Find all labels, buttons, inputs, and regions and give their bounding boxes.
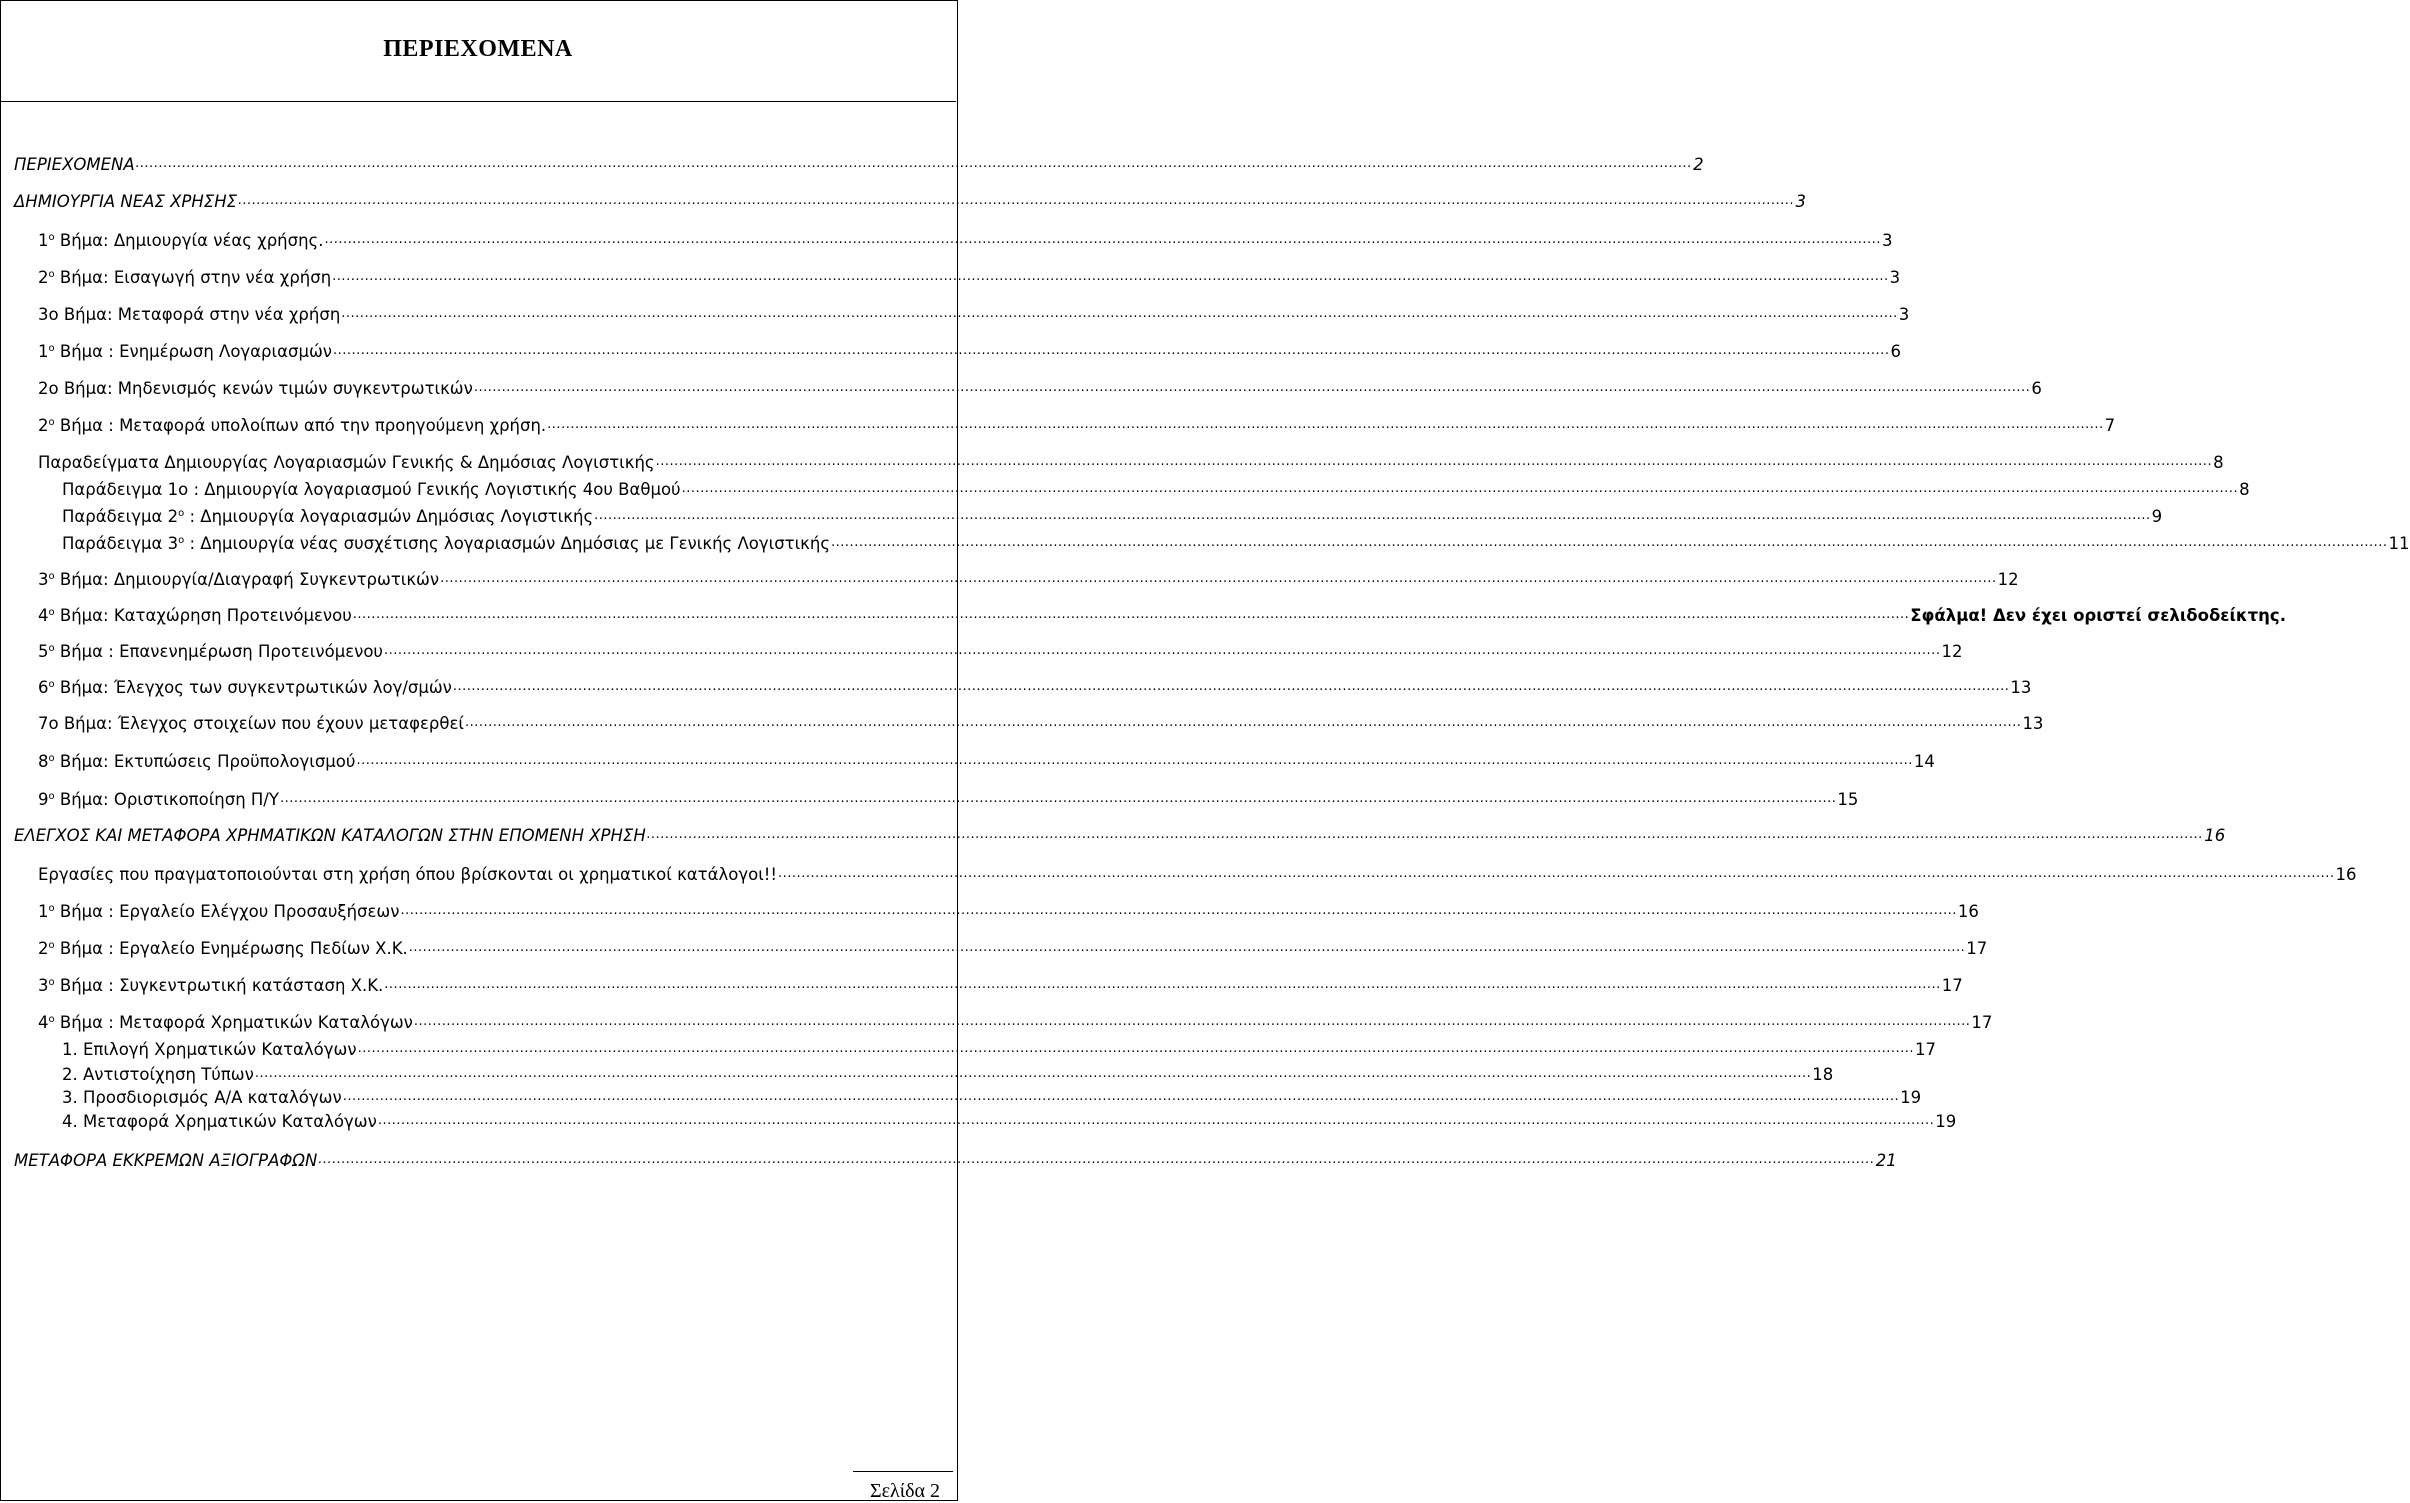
page-number-footer: Σελίδα 2 (869, 1480, 940, 1502)
toc-entry-title: 4. Μεταφορά Χρηματικών Καταλόγων (62, 1112, 377, 1131)
toc-leader-dots: ................................................................................................................................................................................................................................................................................................................................................ (279, 791, 1837, 806)
toc-entry[interactable] (38, 752, 1935, 772)
toc-entry-page: 3 (1889, 268, 1901, 287)
toc-leader-dots: ................................................................................................................................................................................................................................................................................................................................................ (332, 269, 1889, 284)
toc-entry-page: 17 (1915, 1040, 1937, 1059)
toc-leader-dots: ................................................................................................................................................................................................................................................................................................................................................ (332, 343, 1890, 358)
toc-leader-dots: ................................................................................................................................................................................................................................................................................................................................................ (594, 508, 2151, 523)
toc-entry-title: $2^o$ Βήμα: Εισαγωγή στην νέα χρήση (38, 268, 332, 287)
toc-leader-dots: ................................................................................................................................................................................................................................................................................................................................................ (452, 679, 2010, 694)
toc-entry-title: 1. Επιλογή Χρηματικών Καταλόγων (62, 1040, 357, 1059)
toc-entry-title: $9^o$ Βήμα: Οριστικοποίηση Π/Υ (38, 790, 279, 809)
toc-entry-page: 19 (1935, 1112, 1957, 1131)
toc-leader-dots: ................................................................................................................................................................................................................................................................................................................................................ (254, 1066, 1812, 1081)
toc-entry[interactable] (38, 570, 2019, 590)
toc-entry[interactable] (62, 1065, 1834, 1085)
toc-leader-dots: ................................................................................................................................................................................................................................................................................................................................................ (324, 232, 1881, 247)
toc-entry[interactable] (14, 155, 1704, 175)
toc-entry-title: $4^o$ Βήμα: Καταχώρηση Προτεινόμενου (38, 606, 352, 625)
toc-entry[interactable] (62, 507, 2163, 527)
page-title: ΠΕΡΙΕΧΟΜΕΝΑ (383, 36, 573, 62)
toc-entry[interactable] (62, 534, 2410, 554)
toc-entry-page: 9 (2151, 507, 2163, 526)
toc-entry-page: 6 (1890, 342, 1901, 361)
toc-leader-dots: ................................................................................................................................................................................................................................................................................................................................................ (778, 866, 2335, 881)
toc-entry-page: 17 (1966, 939, 1988, 958)
toc-leader-dots: ................................................................................................................................................................................................................................................................................................................................................ (408, 940, 1966, 955)
toc-entry[interactable] (38, 231, 1893, 251)
toc-leader-dots: ................................................................................................................................................................................................................................................................................................................................................ (238, 193, 1795, 208)
toc-leader-dots: ................................................................................................................................................................................................................................................................................................................................................ (464, 715, 2022, 730)
toc-entry[interactable] (14, 826, 2226, 846)
toc-entry-title: $2^o$ Βήμα : Μεταφορά υπολοίπων από την προηγούμενη χρήση. (38, 416, 547, 435)
toc-entry-page: 2 (1693, 155, 1704, 174)
toc-entry-page: 13 (2010, 678, 2032, 697)
toc-entry-page: 18 (1812, 1065, 1834, 1084)
toc-entry[interactable] (38, 902, 1979, 922)
toc-entry[interactable] (38, 678, 2032, 698)
toc-leader-dots: ................................................................................................................................................................................................................................................................................................................................................ (357, 1041, 1915, 1056)
toc-entry-title: $5^o$ Βήμα : Επανενημέρωση Προτεινόμενου (38, 642, 383, 661)
toc-leader-dots: ................................................................................................................................................................................................................................................................................................................................................ (681, 481, 2239, 496)
toc-entry[interactable] (38, 342, 1901, 362)
toc-entry-page-error: Σφάλμα! Δεν έχει οριστεί σελιδοδείκτης. (1910, 606, 2286, 625)
toc-entry-page: 13 (2022, 714, 2044, 733)
toc-entry-page: 12 (1997, 570, 2019, 589)
toc-entry[interactable] (14, 192, 1807, 212)
toc-entry[interactable] (38, 865, 2357, 885)
toc-entry-title: $1^o$ Βήμα: Δημιουργία νέας χρήσης. (38, 231, 324, 250)
toc-entry-page: 17 (1971, 1013, 1993, 1032)
toc-entry-title: ΔΗΜΙΟΥΡΓΙΑ ΝΕΑΣ ΧΡΗΣΗΣ (14, 192, 238, 211)
toc-entry[interactable] (62, 1040, 1937, 1060)
toc-leader-dots: ................................................................................................................................................................................................................................................................................................................................................ (318, 1152, 1875, 1167)
toc-entry-title: 7ο Βήμα: Έλεγχος στοιχείων που έχουν μεταφερθεί (38, 714, 464, 733)
toc-entry-title: 2. Αντιστοίχηση Τύπων (62, 1065, 254, 1084)
toc-entry-title: ΜΕΤΑΦΟΡΑ ΕΚΚΡΕΜΩΝ ΑΞΙΟΓΡΑΦΩΝ (14, 1151, 318, 1170)
toc-leader-dots: ................................................................................................................................................................................................................................................................................................................................................ (352, 607, 1910, 622)
toc-entry-title: $8^o$ Βήμα: Εκτυπώσεις Προϋπολογισμού (38, 752, 356, 771)
toc-entry-page: 7 (2104, 416, 2116, 435)
toc-entry-page: 17 (1941, 976, 1963, 995)
toc-leader-dots: ................................................................................................................................................................................................................................................................................................................................................ (341, 306, 1898, 321)
toc-entry-page: 8 (2213, 453, 2224, 472)
toc-leader-dots: ................................................................................................................................................................................................................................................................................................................................................ (831, 535, 2388, 550)
toc-entry[interactable] (38, 1013, 1993, 1033)
toc-leader-dots: ................................................................................................................................................................................................................................................................................................................................................ (547, 417, 2104, 432)
toc-entry-title: 2ο Βήμα: Μηδενισμός κενών τιμών συγκεντρωτικών (38, 379, 473, 398)
toc-leader-dots: ................................................................................................................................................................................................................................................................................................................................................ (400, 903, 1957, 918)
toc-entry[interactable] (62, 1112, 1957, 1132)
toc-entry[interactable] (38, 714, 2044, 734)
toc-entry-title: Παράδειγμα $3^o$ : Δημιουργία νέας συσχέτισης λογαριασμών Δημόσιας με Γενικής Λογιστικής (62, 534, 831, 553)
toc-entry-title: $4^o$ Βήμα : Μεταφορά Χρηματικών Καταλόγων (38, 1013, 413, 1032)
toc-entry-title: $2^o$ Βήμα : Εργαλείο Ενημέρωσης Πεδίων Χ.Κ. (38, 939, 408, 958)
toc-entry-page: 19 (1900, 1088, 1922, 1107)
toc-entry-page: 21 (1875, 1151, 1897, 1170)
toc-entry-title: $6^o$ Βήμα: Έλεγχος των συγκεντρωτικών λογ/σμών (38, 678, 452, 697)
toc-entry-page: 16 (2204, 826, 2226, 845)
toc-entry[interactable] (38, 642, 1963, 662)
toc-leader-dots: ................................................................................................................................................................................................................................................................................................................................................ (646, 827, 2204, 842)
toc-leader-dots: ................................................................................................................................................................................................................................................................................................................................................ (135, 156, 1693, 171)
toc-entry[interactable] (38, 790, 1859, 810)
toc-entry-page: 12 (1941, 642, 1963, 661)
toc-entry[interactable] (38, 453, 2224, 473)
toc-entry[interactable] (38, 379, 2042, 399)
footer-divider (853, 1471, 953, 1472)
toc-entry[interactable] (38, 416, 2116, 436)
toc-entry-page: 6 (2031, 379, 2042, 398)
toc-entry-title: $1^o$ Βήμα : Ενημέρωση Λογαριασμών (38, 342, 332, 361)
toc-entry-title: $3^o$ Βήμα : Συγκεντρωτική κατάσταση Χ.Κ. (38, 976, 384, 995)
toc-entry-page: 3 (1881, 231, 1893, 250)
toc-leader-dots: ................................................................................................................................................................................................................................................................................................................................................ (342, 1089, 1900, 1104)
toc-entry-page: 3 (1795, 192, 1807, 211)
toc-entry-title: Εργασίες που πραγματοποιούνται στη χρήση όπου βρίσκονται οι χρηματικοί κατάλογοι!! (38, 865, 778, 884)
toc-leader-dots: ................................................................................................................................................................................................................................................................................................................................................ (356, 753, 1913, 768)
toc-entry-title: $1^o$ Βήμα : Εργαλείο Ελέγχου Προσαυξήσεων (38, 902, 400, 921)
toc-entry-page: 8 (2239, 480, 2250, 499)
toc-entry[interactable] (62, 480, 2250, 500)
toc-leader-dots: ................................................................................................................................................................................................................................................................................................................................................ (413, 1014, 1971, 1029)
toc-entry-title: ΕΛΕΓΧΟΣ ΚΑΙ ΜΕΤΑΦΟΡΑ ΧΡΗΜΑΤΙΚΩΝ ΚΑΤΑΛΟΓΩΝ ΣΤΗΝ ΕΠΟΜΕΝΗ ΧΡΗΣΗ (14, 826, 646, 845)
toc-entry-page: 16 (1957, 902, 1979, 921)
toc-entry-page: 16 (2335, 865, 2357, 884)
toc-entry-page: 14 (1913, 752, 1935, 771)
toc-leader-dots: ................................................................................................................................................................................................................................................................................................................................................ (473, 380, 2031, 395)
toc-entry-title: ΠΕΡΙΕΧΟΜΕΝΑ (14, 155, 135, 174)
toc-leader-dots: ................................................................................................................................................................................................................................................................................................................................................ (377, 1113, 1935, 1128)
toc-entry[interactable] (38, 939, 1988, 959)
toc-entry[interactable] (62, 1088, 1922, 1108)
toc-entry[interactable] (14, 1151, 1897, 1171)
toc-entry[interactable] (38, 305, 1910, 325)
toc-leader-dots: ................................................................................................................................................................................................................................................................................................................................................ (383, 643, 1941, 658)
toc-entry-title: $3^o$ Βήμα: Δημιουργία/Διαγραφή Συγκεντρωτικών (38, 570, 440, 589)
toc-entry-title: Παραδείγματα Δημιουργίας Λογαριασμών Γενικής & Δημόσιας Λογιστικής (38, 453, 655, 472)
toc-leader-dots: ................................................................................................................................................................................................................................................................................................................................................ (384, 977, 1941, 992)
toc-entry[interactable] (38, 268, 1901, 288)
toc-entry-page: 15 (1837, 790, 1859, 809)
toc-entry-page: 11 (2388, 534, 2410, 553)
toc-entry[interactable] (38, 606, 2286, 626)
toc-entry-title: 3. Προσδιορισμός Α/Α καταλόγων (62, 1088, 342, 1107)
toc-entry-title: Παράδειγμα $2^o$ : Δημιουργία λογαριασμών Δημόσιας Λογιστικής (62, 507, 594, 526)
toc-entry-title: Παράδειγμα 1ο : Δημιουργία λογαριασμού Γενικής Λογιστικής 4ου Βαθμού (62, 480, 681, 499)
toc-entry-title: 3ο Βήμα: Μεταφορά στην νέα χρήση (38, 305, 341, 324)
toc-leader-dots: ................................................................................................................................................................................................................................................................................................................................................ (655, 454, 2213, 469)
toc-entry-page: 3 (1898, 305, 1910, 324)
toc-entry[interactable] (38, 976, 1963, 996)
toc-leader-dots: ................................................................................................................................................................................................................................................................................................................................................ (440, 571, 1997, 586)
